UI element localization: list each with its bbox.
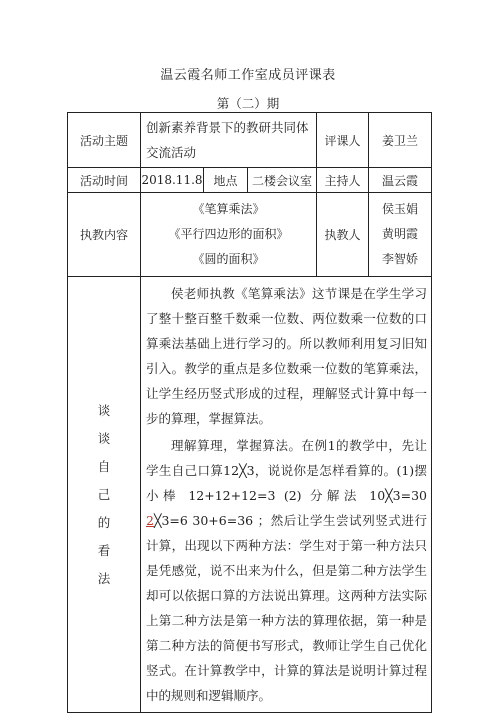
- opinion-label-char: 己: [97, 486, 111, 502]
- teacher-label: 执教人: [317, 193, 369, 277]
- highlighted-digit: 2: [146, 513, 154, 528]
- lesson-item: 《圆的面积》: [192, 252, 265, 266]
- row-opinion: [68, 277, 432, 713]
- time-label: 活动时间: [68, 168, 141, 193]
- opinion-label-char: 谈: [97, 430, 111, 446]
- opinion-label-char: 法: [97, 570, 111, 586]
- time-value: 2018.11.8: [141, 168, 204, 193]
- reviewer-value: 姜卫兰: [369, 113, 432, 168]
- opinion-label: [68, 277, 141, 713]
- review-form-table: [67, 112, 432, 713]
- opinion-label-char: 自: [97, 458, 111, 474]
- topic-label: 活动主题: [68, 113, 141, 168]
- row-content: [68, 193, 432, 277]
- reviewer-label: 评课人: [317, 113, 369, 168]
- opinion-paragraph-2: [146, 433, 427, 708]
- lesson-item: 《笔算乘法》: [192, 202, 265, 216]
- document-title: 温云霞名师工作室成员评课表: [160, 68, 336, 83]
- opinion-label-char: 的: [97, 514, 111, 530]
- lesson-list: [141, 193, 317, 277]
- teacher-item: 李智娇: [382, 252, 419, 266]
- teacher-item: 侯玉娟: [382, 202, 419, 216]
- host-value: 温云霞: [369, 168, 432, 193]
- paragraph-2-part-b: ╳3=6 30+6=36 ；然后让学生尝试列竖式进行计算，出现以下两种方法：学生对于第一种方法只是凭感觉，说不出来为什么，但是第二种方法学生却可以依据口算的方法说出算理。这两种方法实际上第二种方法是第一种方法的算理依据，第一种是第二种方法的简便书写形式，教师让学生自己优化竖式。在计算教学中，计算的算法是说明计算过程中的规则和逻辑顺序。: [146, 513, 428, 703]
- place-label: 地点: [204, 168, 248, 193]
- paragraph-2-part-a: 理解算理，掌握算法。在例1的教学中，先让学生自己口算12╳3，说说你是怎样看算的。(1)摆小棒 12+12+12=3 (2) 分解法 10╳3=30: [146, 438, 428, 503]
- topic-value: 创新素养背景下的教研共同体交流活动: [141, 113, 317, 168]
- lesson-item: 《平行四边形的面积》: [168, 227, 289, 241]
- row-time: [68, 168, 432, 193]
- opinion-content: [141, 277, 432, 713]
- opinion-label-char: 谈: [97, 402, 111, 418]
- teacher-item: 黄明霞: [382, 227, 419, 241]
- teacher-list: [369, 193, 432, 277]
- opinion-paragraph-1: 侯老师执教《笔算乘法》这节课是在学生学习了整十整百整千数乘一位数、两位数乘一位数的口算乘法基础上进行学习的。所以教师利用复习旧知引入。教学的重点是多位数乘一位数的笔算乘法，让学生经历竖式形成的过程，理解竖式计算中每一步的算理，掌握算法。: [146, 286, 428, 426]
- opinion-label-char: 看: [97, 542, 111, 558]
- content-label: 执教内容: [68, 193, 141, 277]
- row-topic: [68, 113, 432, 168]
- host-label: 主持人: [317, 168, 369, 193]
- place-value: 二楼会议室: [248, 168, 317, 193]
- issue-number: 第（二）期: [216, 96, 280, 111]
